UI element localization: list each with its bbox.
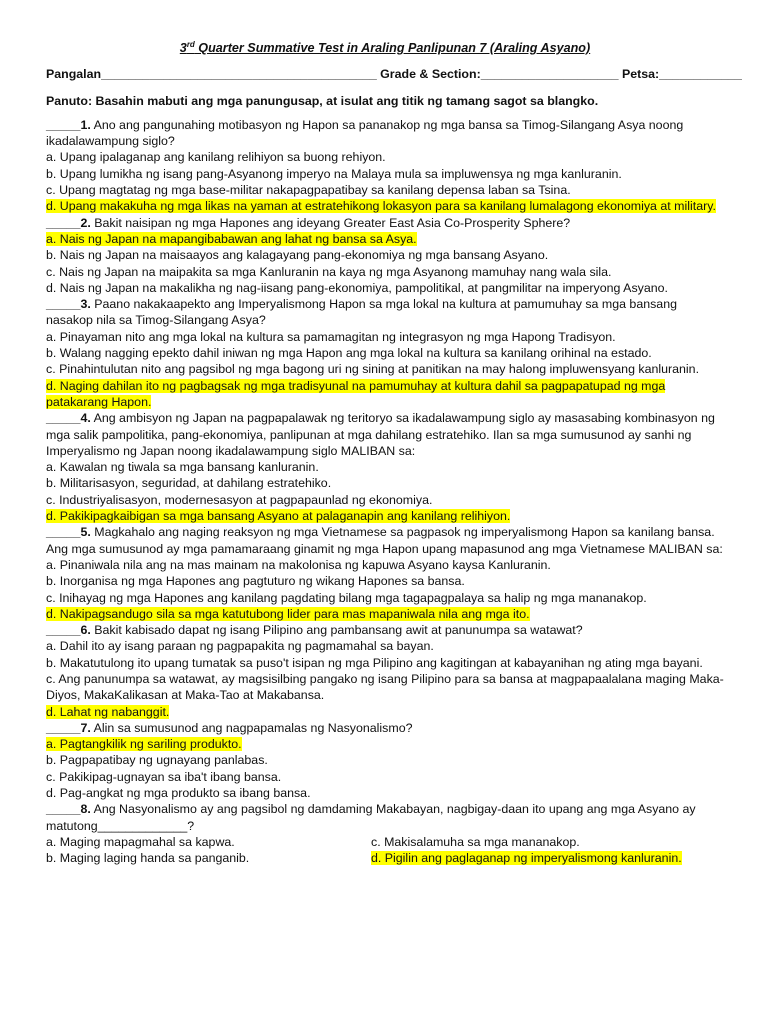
option-text: b. Militarisasyon, seguridad, at dahilang estratehiko.: [46, 476, 332, 491]
option-text: a. Upang ipalaganap ang kanilang relihiyon sa buong rehiyon.: [46, 150, 386, 165]
option-c: [46, 671, 724, 704]
option-c: [46, 264, 724, 280]
option-d: d. Pigilin ang paglaganap ng imperyalismong kanluranin.: [371, 851, 682, 866]
option-b: [46, 345, 724, 361]
question-text: Ang Nasyonalismo ay ang pagsibol ng damdaming Makabayan, nagbigay-daan ito upang ang mga Asyano ay matutong_____________?: [46, 802, 696, 833]
question-number: [46, 802, 91, 816]
option-text: d. Lahat ng nabanggit.: [46, 704, 170, 719]
question-2: [46, 215, 724, 296]
question-number: [46, 623, 91, 637]
question-number: [46, 118, 91, 132]
answer-blank: _____: [46, 720, 81, 735]
option-text: b. Inorganisa ng mga Hapones ang pagtuturo ng wikang Hapones sa bansa.: [46, 574, 465, 589]
option-text: d. Pag-angkat ng mga produkto sa ibang bansa.: [46, 786, 311, 801]
option-b: [46, 573, 724, 589]
question-number-label: 7.: [80, 720, 91, 735]
title-superscript: rd: [186, 39, 195, 49]
question-number-label: 2.: [80, 215, 91, 230]
option-d: [46, 198, 724, 214]
answer-blank: _____: [46, 411, 81, 426]
option-text: c. Pakikipag-ugnayan sa iba't ibang bansa.: [46, 769, 282, 784]
answer-blank: _____: [46, 525, 81, 540]
question-stem: [46, 622, 724, 638]
option-a: a. Maging mapagmahal sa kapwa.: [46, 834, 235, 849]
option-a: [46, 638, 724, 654]
answer-blank: _____: [46, 215, 81, 230]
question-number: [46, 411, 91, 425]
option-c: [46, 769, 724, 785]
option-a: [46, 557, 724, 573]
title-prefix: 3: [179, 41, 187, 55]
option-d: [46, 378, 724, 411]
option-a: [46, 231, 724, 247]
option-text: a. Dahil ito ay isang paraan ng pagpapakita ng pagmamahal sa bayan.: [46, 639, 434, 654]
option-text: a. Nais ng Japan na mapangibabawan ang lahat ng bansa sa Asya.: [46, 231, 417, 246]
question-text: Paano nakakaapekto ang Imperyalismong Hapon sa mga lokal na kultura at pamumuhay sa mga bansang nasakop nila sa Timog-Silangang Asya?: [46, 297, 677, 328]
question-text: Bakit kabisado dapat ng isang Pilipino ang pambansang awit at panunumpa sa watawat?: [90, 623, 583, 638]
option-text: b. Upang lumikha ng isang pang-Asyanong imperyo na Malaya mula sa impluwensya ng mga kanluranin.: [46, 166, 622, 181]
answer-blank: _____: [46, 623, 81, 638]
question-7: [46, 720, 724, 801]
question-stem: [46, 524, 724, 557]
question-number: [46, 525, 91, 539]
question-text: Alin sa sumusunod ang nagpapamalas ng Nasyonalismo?: [90, 720, 413, 735]
test-title: [46, 40, 724, 56]
option-text: a. Pagtangkilik ng sariling produkto.: [46, 737, 242, 752]
question-list: [46, 117, 724, 801]
question-4: [46, 410, 724, 524]
option-text: c. Industriyalisasyon, modernesasyon at pagpapaunlad ng ekonomiya.: [46, 492, 433, 507]
question-1: [46, 117, 724, 215]
options-row: [46, 834, 724, 850]
option-text: d. Naging dahilan ito ng pagbagsak ng mga tradisyunal na pamumuhay at kultura dahil sa pagpapatupad ng mga patakarang Hapon.: [46, 378, 666, 409]
answer-blank: _____: [46, 117, 81, 132]
option-b: b. Maging laging handa sa panganib.: [46, 851, 250, 866]
question-8: [46, 801, 724, 866]
option-text: a. Pinaniwala nila ang na mas mainam na makolonisa ng kapuwa Asyano kaysa Kanluranin.: [46, 557, 551, 572]
option-c: [46, 182, 724, 198]
option-d: [46, 280, 724, 296]
option-b: [46, 166, 724, 182]
option-c: [46, 361, 724, 377]
option-text: d. Upang makakuha ng mga likas na yaman at estratehikong lokasyon para sa kanilang lumalagong ekonomiya at military.: [46, 199, 716, 214]
option-a: [46, 149, 724, 165]
question-number: [46, 297, 91, 311]
option-text: c. Ang panunumpa sa watawat, ay magsisilbing pangako ng isang Pilipino para sa bansa at magpapaalalana maging Maka-Diyos, MakaKalikasan at Maka-Tao at Makabansa.: [46, 671, 724, 703]
answer-blank: _____: [46, 802, 81, 817]
question-stem: [46, 117, 724, 150]
option-text: c. Inihayag ng mga Hapones ang kanilang pagdating bilang mga tagapagpalaya sa halip ng mga mananakop.: [46, 590, 647, 605]
question-text: Ano ang pangunahing motibasyon ng Hapon sa pananakop ng mga bansa sa Timog-Silangang Asya noong ikadalawampung siglo?: [46, 117, 684, 149]
option-c: [46, 590, 724, 606]
option-text: c. Pinahintulutan nito ang pagsibol ng mga bagong uri ng sining at panitikan na may halong impluwensyang kanluranin.: [46, 362, 700, 377]
question-stem: [46, 296, 724, 329]
question-number-label: 8.: [80, 802, 91, 817]
option-text: b. Nais ng Japan na maisaayos ang kalagayang pang-ekonomiya ng mga bansang Asyano.: [46, 248, 549, 263]
option-text: b. Pagpapatibay ng ugnayang panlabas.: [46, 753, 268, 768]
question-text: Bakit naisipan ng mga Hapones ang ideyang Greater East Asia Co-Prosperity Sphere?: [90, 215, 571, 230]
question-number: [46, 721, 91, 735]
question-number-label: 3.: [80, 297, 91, 312]
option-text: d. Pakikipagkaibigan sa mga bansang Asyano at palaganapin ang kanilang relihiyon.: [46, 509, 511, 524]
student-info-line: Pangalan________________________________________ Grade & Section:____________________ Petsa:____________: [46, 67, 742, 82]
question-number-label: 1.: [80, 117, 91, 132]
answer-blank: _____: [46, 297, 81, 312]
option-a: [46, 459, 724, 475]
option-text: a. Pinayaman nito ang mga lokal na kultura sa pamamagitan ng integrasyon ng mga Hapong Tradisyon.: [46, 329, 616, 344]
question-number: [46, 216, 91, 230]
option-text: d. Nakipagsandugo sila sa mga katutubong lider para mas mapaniwala nila ang mga ito.: [46, 606, 530, 621]
instructions: Panuto: Basahin mabuti ang mga panungusap, at isulat ang titik ng tamang sagot sa blangko.: [46, 93, 599, 108]
option-d: [46, 704, 724, 720]
option-d: [46, 508, 724, 524]
option-text: b. Walang nagging epekto dahil iniwan ng mga Hapon ang mga lokal na kultura sa kanilang orihinal na estado.: [46, 346, 652, 361]
option-b: [46, 247, 724, 263]
option-c: [46, 492, 724, 508]
question-text: Magkahalo ang naging reaksyon ng mga Vietnamese sa pagpasok ng imperyalismong Hapon sa kanilang bansa. Ang mga sumusunod ay mga pamamaraang ginamit ng mga Hapon upang mapasunod ang mga Vietnamese MALIBAN sa:: [46, 525, 723, 556]
option-a: [46, 736, 724, 752]
option-b: [46, 752, 724, 768]
option-text: c. Upang magtatag ng mga base-militar nakapagpapatibay sa kanilang depensa laban sa Tsina.: [46, 183, 571, 198]
option-text: d. Nais ng Japan na makalikha ng nag-iisang pang-ekonomiya, pampolitikal, at pangmilitar na imperyong Asyano.: [46, 280, 668, 295]
option-d: [46, 785, 724, 801]
question-number-label: 5.: [80, 525, 91, 540]
question-stem: [46, 720, 724, 736]
option-b: [46, 655, 724, 671]
question-number-label: 4.: [80, 411, 91, 426]
title-rest: Quarter Summative Test in Araling Panlipunan 7 (Araling Asyano): [194, 41, 591, 55]
option-text: a. Kawalan ng tiwala sa mga bansang kanluranin.: [46, 460, 319, 475]
option-c: c. Makisalamuha sa mga mananakop.: [371, 834, 580, 849]
question-5: [46, 524, 724, 622]
question-3: [46, 296, 724, 410]
question-number-label: 6.: [80, 623, 91, 638]
option-d: [46, 606, 724, 622]
question-stem: [46, 410, 724, 459]
question-stem: [46, 801, 724, 834]
option-a: [46, 329, 724, 345]
options-row: [46, 850, 724, 866]
question-stem: [46, 215, 724, 231]
option-text: b. Makatutulong ito upang tumatak sa puso't isipan ng mga Pilipino ang kagitingan at kabayanihan ng ating mga bayani.: [46, 655, 703, 670]
question-6: [46, 622, 724, 720]
question-text: Ang ambisyon ng Japan na pagpapalawak ng teritoryo sa ikadalawampung siglo ay masasabing kombinasyon ng mga salik pampolitika, pang-ekonomiya, panlipunan at mga dahilang estratehiko. Ilan sa mga sumusunod ay sanhi ng Imperyalismo ng Japan noong ikadalawampung siglo MALIBAN sa:: [46, 411, 715, 458]
option-b: [46, 475, 724, 491]
option-text: c. Nais ng Japan na maipakita sa mga Kanluranin na kaya ng mga Asyanong mamuhay nang wala sila.: [46, 264, 612, 279]
